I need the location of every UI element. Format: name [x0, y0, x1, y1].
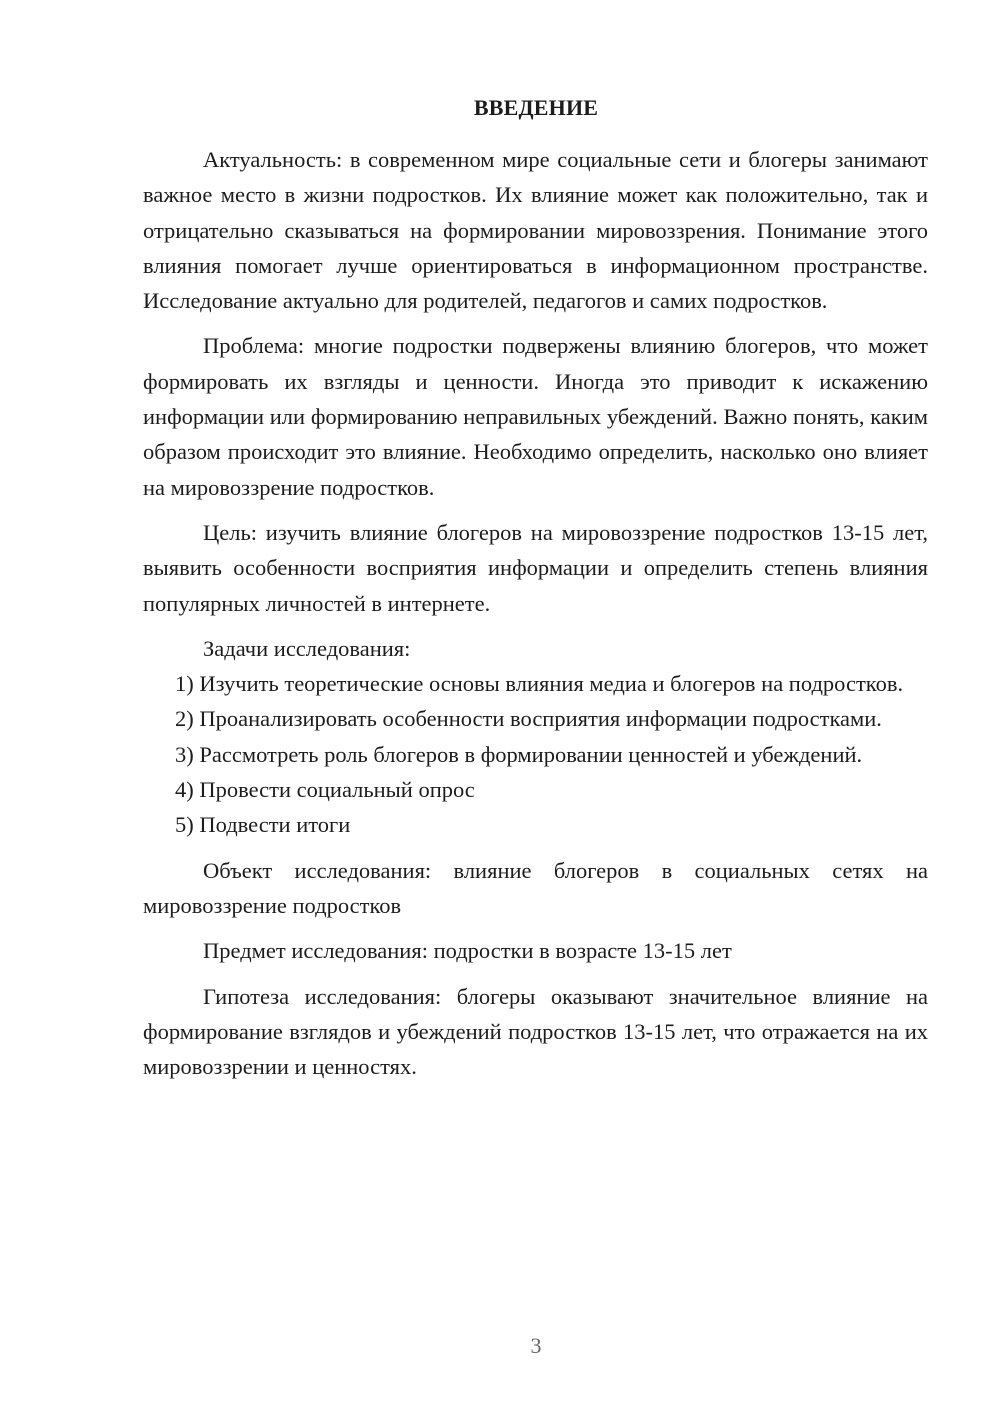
section-title: ВВЕДЕНИЕ [473, 95, 599, 120]
object-paragraph: Объект исследования: влияние блогеров в социальных сетях на мировоззрение подростков [143, 857, 928, 918]
document-body [143, 142, 928, 1084]
task-item-4: 4) Провести социальный опрос [175, 777, 475, 803]
goal-paragraph: Цель: изучить влияние блогеров на мировоззрение подростков 13-15 лет, выявить особенности восприятия информации и определить степень влияния популярных личностей в интернете. [143, 519, 928, 616]
task-item-3: 3) Рассмотреть роль блогеров в формировании ценностей и убеждений. [175, 741, 863, 767]
task-item-1: 1) Изучить теоретические основы влияния медиа и блогеров на подростков. [175, 671, 904, 697]
problem-paragraph: Проблема: многие подростки подвержены влиянию блогеров, что может формировать их взгляды и ценности. Иногда это приводит к искажению информации или формированию неправильных убеждений. Важно понять, каким образом происходит это влияние. Необходимо определить, насколько оно влияет на мировоззрение подростков. [143, 333, 928, 500]
task-item-2: 2) Проанализировать особенности восприятия информации подростками. [175, 706, 882, 732]
task-item-5: 5) Подвести итоги [175, 812, 351, 838]
hypothesis-paragraph: Гипотеза исследования: блогеры оказывают значительное влияние на формирование взглядов и убеждений подростков 13-15 лет, что отражается на их мировоззрении и ценностях. [143, 983, 928, 1080]
page-number: 3 [530, 1333, 542, 1358]
relevance-paragraph: Актуальность: в современном мире социальные сети и блогеры занимают важное место в жизни подростков. Их влияние может как положительно, так и отрицательно сказываться на формировании мировоззрения. Понимание этого влияния помогает лучше ориентироваться в информационном пространстве. Исследование актуально для родителей, педагогов и самих подростков. [143, 147, 928, 314]
subject-paragraph: Предмет исследования: подростки в возрасте 13-15 лет [203, 938, 732, 964]
tasks-heading: Задачи исследования: [203, 635, 411, 661]
